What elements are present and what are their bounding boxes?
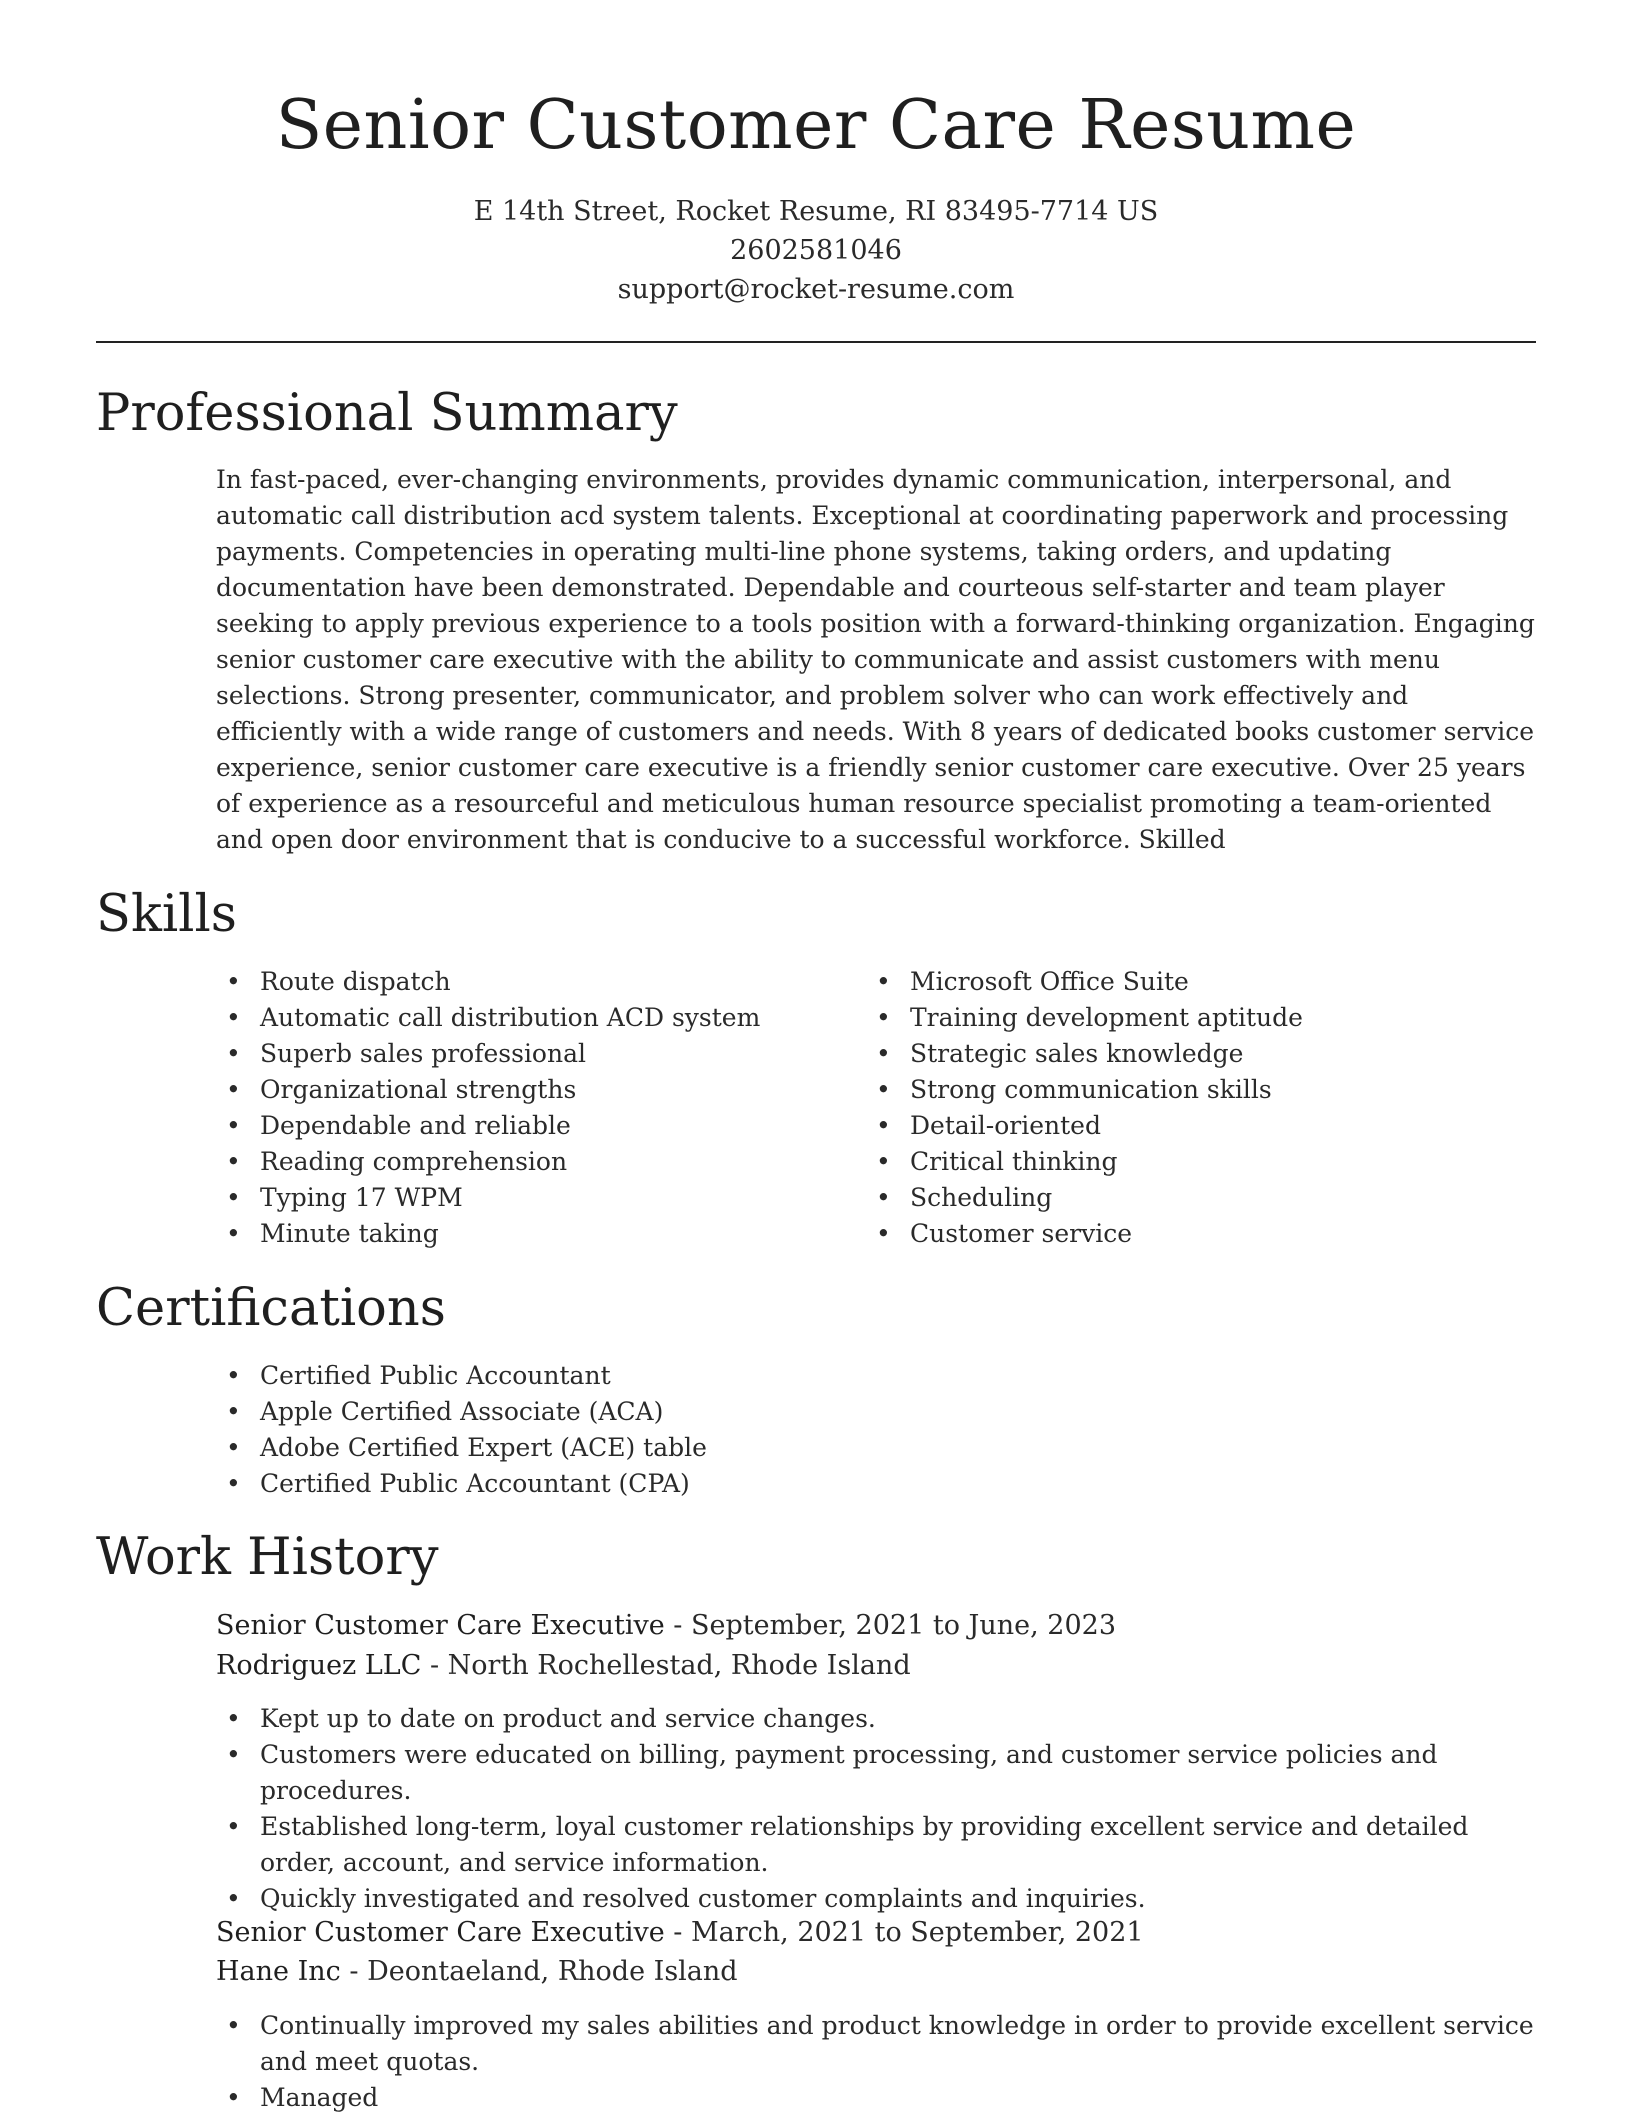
list-item: • Customer service — [910, 1216, 1550, 1252]
job-title: Senior Customer Care Executive — [216, 1610, 665, 1641]
summary-text: In fast-paced, ever-changing environments, provides dynamic communication, interpersonal, and automatic call distribution acd system talents. Exceptional at coordinating paperwork and processing payments. Competencies in operating multi-line phone systems, taking orders, and updating documentation have been demonstrated. Dependable and courteous self-starter and team player seeking to apply previous experience to a tools position with a forward-thinking organization. Engaging senior customer care executive with the ability to communicate and assist customers with menu selections. Strong presenter, communicator, and problem solver who can work effectively and efficiently with a wide range of customers and needs. With 8 years of dedicated books customer service experience, senior customer care executive is a friendly senior customer care executive. Over 25 years of experience as a resourceful and meticulous human resource specialist promoting a team-oriented and open door environment that is conducive to a successful workforce. Skilled — [216, 465, 1535, 854]
job-location: - North Rochellestad, Rhode Island — [421, 1650, 911, 1681]
list-item: • Route dispatch — [260, 964, 840, 1000]
work-history-heading: Work History — [96, 1528, 439, 1587]
list-item: • Automatic call distribution ACD system — [260, 1000, 840, 1036]
job-title-line — [216, 1606, 1116, 1646]
header-divider — [96, 341, 1536, 343]
list-item: • Dependable and reliable — [260, 1108, 840, 1144]
summary-heading: Professional Summary — [96, 384, 678, 443]
list-item: • Reading comprehension — [260, 1144, 840, 1180]
list-item: • Continually improved my sales abilities and product knowledge in order to provide excellent service and meet quotas. — [260, 2008, 1550, 2080]
job-title: Senior Customer Care Executive — [216, 1917, 665, 1948]
job-company: Hane Inc — [216, 1956, 341, 1987]
contact-phone: 2602581046 — [730, 235, 902, 266]
list-item: • Certified Public Accountant (CPA) — [260, 1466, 1580, 1502]
job-company-line — [216, 1646, 911, 1686]
list-item: • Managed — [260, 2080, 1550, 2116]
contact-address: E 14th Street, Rocket Resume, RI 83495-7714 US — [473, 196, 1159, 227]
list-item: • Established long-term, loyal customer relationships by providing excellent service and detailed order, account, and service information. — [260, 1809, 1550, 1881]
job-title-line — [216, 1913, 1144, 1953]
skills-heading: Skills — [96, 885, 237, 944]
job-duties-list — [216, 2008, 1550, 2116]
list-item: • Kept up to date on product and service changes. — [260, 1701, 1550, 1737]
list-item: • Apple Certified Associate (ACA) — [260, 1394, 1580, 1430]
list-item: • Strong communication skills — [910, 1072, 1550, 1108]
list-item: • Scheduling — [910, 1180, 1550, 1216]
list-item: • Minute taking — [260, 1216, 840, 1252]
list-item: • Organizational strengths — [260, 1072, 840, 1108]
list-item: • Superb sales professional — [260, 1036, 840, 1072]
job-location: - Deontaeland, Rhode Island — [340, 1956, 738, 1987]
job-duties-list — [216, 1701, 1550, 1917]
contact-email: support@rocket-resume.com — [617, 274, 1015, 305]
list-item: • Critical thinking — [910, 1144, 1550, 1180]
job-company: Rodriguez LLC — [216, 1650, 422, 1681]
certifications-list — [216, 1358, 1580, 1502]
list-item: • Strategic sales knowledge — [910, 1036, 1550, 1072]
certifications-heading: Certifications — [96, 1279, 446, 1338]
list-item: • Detail-oriented — [910, 1108, 1550, 1144]
page-title: Senior Customer Care Resume — [275, 86, 1357, 165]
list-item: • Typing 17 WPM — [260, 1180, 840, 1216]
list-item: • Certified Public Accountant — [260, 1358, 1580, 1394]
job-dates: - March, 2021 to September, 2021 — [664, 1917, 1144, 1948]
job-company-line — [216, 1952, 738, 1992]
skills-list-left — [216, 964, 840, 1252]
contact-block — [0, 192, 1632, 309]
list-item: • Adobe Certified Expert (ACE) table — [260, 1430, 1580, 1466]
list-item: • Customers were educated on billing, payment processing, and customer service policies and procedures. — [260, 1737, 1550, 1809]
list-item: • Training development aptitude — [910, 1000, 1550, 1036]
job-dates: - September, 2021 to June, 2023 — [664, 1610, 1116, 1641]
list-item: • Quickly investigated and resolved customer complaints and inquiries. — [260, 1881, 1550, 1917]
list-item: • Microsoft Office Suite — [910, 964, 1550, 1000]
skills-list-right — [866, 964, 1550, 1252]
